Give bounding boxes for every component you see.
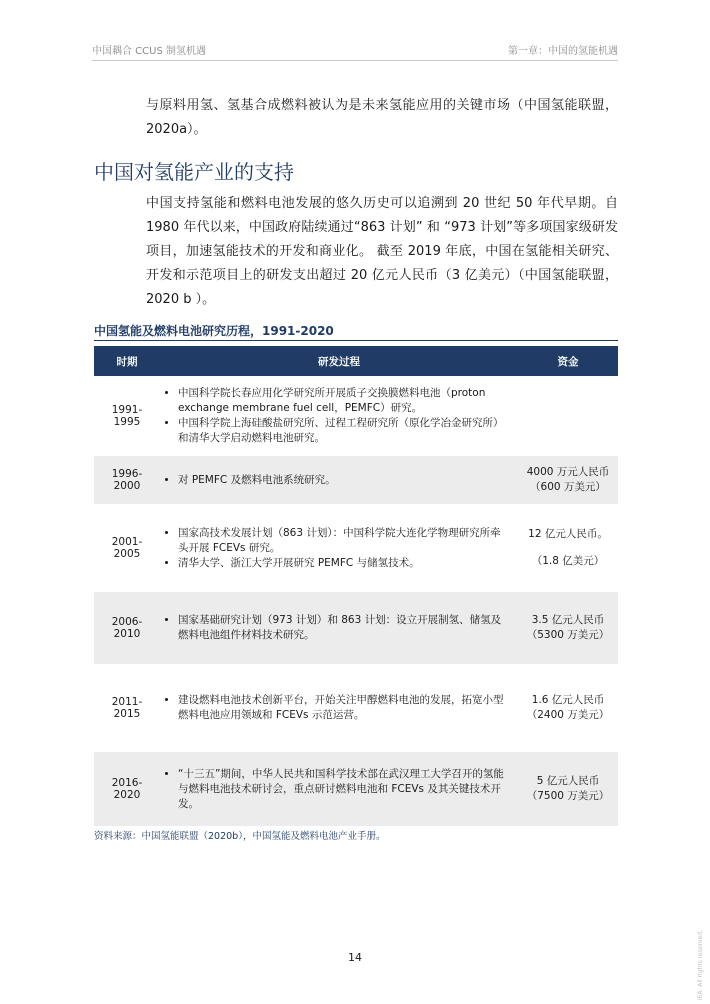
- header-divider: [92, 60, 618, 61]
- process-item: • 清华大学、浙江大学开展研究 PEMFC 与储氢技术。: [178, 556, 510, 571]
- period-cell: 1996-2000: [94, 456, 160, 504]
- table-caption: 中国氢能及燃料电池研究历程，1991-2020: [94, 324, 334, 338]
- funding-usd: （7500 万美元）: [526, 790, 610, 802]
- table-row: [94, 376, 618, 456]
- process-cell: [160, 508, 518, 588]
- funding-rmb: 3.5 亿元人民币: [531, 614, 605, 626]
- running-header-chapter: 第一章：中国的氢能机遇: [508, 46, 618, 57]
- process-item: • 中国科学院上海硅酸盐研究所、过程工程研究所（原化学冶金研究所）和清华大学启动燃料电池研究。: [178, 416, 510, 446]
- funding-cell: [518, 376, 618, 456]
- funding-cell: [518, 668, 618, 748]
- running-header-title: 中国耦合 CCUS 制氢机遇: [92, 46, 206, 57]
- section-title: 中国对氢能产业的支持: [94, 160, 294, 184]
- process-item: • “十三五”期间，中华人民共和国科学技术部在武汉理工大学召开的氢能与燃料电池技术研讨会，重点研讨燃料电池和 FCEVs 及其关键技术开发。: [178, 767, 510, 812]
- funding-cell: [518, 592, 618, 664]
- funding-usd: （600 万美元）: [530, 481, 606, 493]
- period-cell: 2001-2005: [111, 536, 143, 560]
- funding-cell: [518, 508, 618, 588]
- copyright-side-note: IEA. All rights reserved.: [697, 930, 704, 1001]
- process-cell: [160, 456, 518, 504]
- table-row: [94, 508, 618, 588]
- funding-rmb: 1.6 亿元人民币: [531, 694, 605, 706]
- process-cell: [160, 752, 518, 826]
- funding-usd: （1.8 亿美元）: [531, 555, 605, 567]
- table-row: [94, 456, 618, 504]
- period-cell: 2011-2015: [111, 696, 143, 720]
- table-header-row: [94, 346, 618, 376]
- process-item: • 对 PEMFC 及燃料电池系统研究。: [178, 473, 510, 488]
- column-header-period: 时期: [94, 346, 160, 376]
- funding-usd: （5300 万美元）: [526, 629, 610, 641]
- period-cell: 2016-2020: [94, 752, 160, 826]
- research-history-table: [94, 346, 618, 826]
- process-item: • 国家高技术发展计划（863 计划）：中国科学院大连化学物理研究所牵头开展 FCEVs 研究。: [178, 526, 510, 556]
- process-cell: [160, 592, 518, 664]
- funding-spacer: [526, 542, 610, 554]
- intro-paragraph: 与原料用氢、氢基合成燃料被认为是未来氢能应用的关键市场（中国氢能联盟，2020a）。: [146, 98, 618, 137]
- caption-divider: [94, 340, 618, 341]
- table-row: [94, 668, 618, 748]
- process-cell: [160, 376, 518, 456]
- process-item: • 建设燃料电池技术创新平台，开始关注甲醇燃料电池的发展，拓宽小型燃料电池应用领域和 FCEVs 示范运营。: [178, 693, 510, 723]
- column-header-funding: 资金: [518, 346, 618, 376]
- funding-rmb: 4000 万元人民币: [526, 466, 610, 478]
- process-item: • 国家基础研究计划（973 计划）和 863 计划：设立开展制氢、储氢及燃料电池组件材料技术研究。: [178, 613, 510, 643]
- period-cell: 1991-1995: [111, 404, 143, 428]
- page-number: 14: [348, 951, 362, 964]
- section-paragraph: 中国支持氢能和燃料电池发展的悠久历史可以追溯到 20 世纪 50 年代早期。自 1980 年代以来，中国政府陆续通过“863 计划” 和 “973 计划”等多项国家级研发项目，加速氢能技术的开发和商业化。 截至 2019 年底，中国在氢能相关研究、开发和示范项目上的研发支出超过 20 亿元人民币（3 亿美元）（中国氢能联盟，2020 b ）。: [146, 196, 618, 307]
- period-cell: 2006-2010: [94, 592, 160, 664]
- funding-rmb: 5 亿元人民币: [536, 775, 600, 787]
- process-cell: [160, 668, 518, 748]
- column-header-process: 研发过程: [160, 346, 518, 376]
- process-item: • 中国科学院长春应用化学研究所开展质子交换膜燃料电池（proton exchange membrane fuel cell，PEMFC）研究。: [178, 386, 510, 416]
- table-row: [94, 592, 618, 664]
- funding-cell: [518, 456, 618, 504]
- funding-usd: （2400 万美元）: [526, 709, 610, 721]
- source-note: 资料来源：中国氢能联盟（2020b），中国氢能及燃料电池产业手册。: [94, 831, 386, 842]
- table-row: [94, 752, 618, 826]
- funding-rmb: 12 亿元人民币。: [528, 528, 608, 540]
- funding-cell: [518, 752, 618, 826]
